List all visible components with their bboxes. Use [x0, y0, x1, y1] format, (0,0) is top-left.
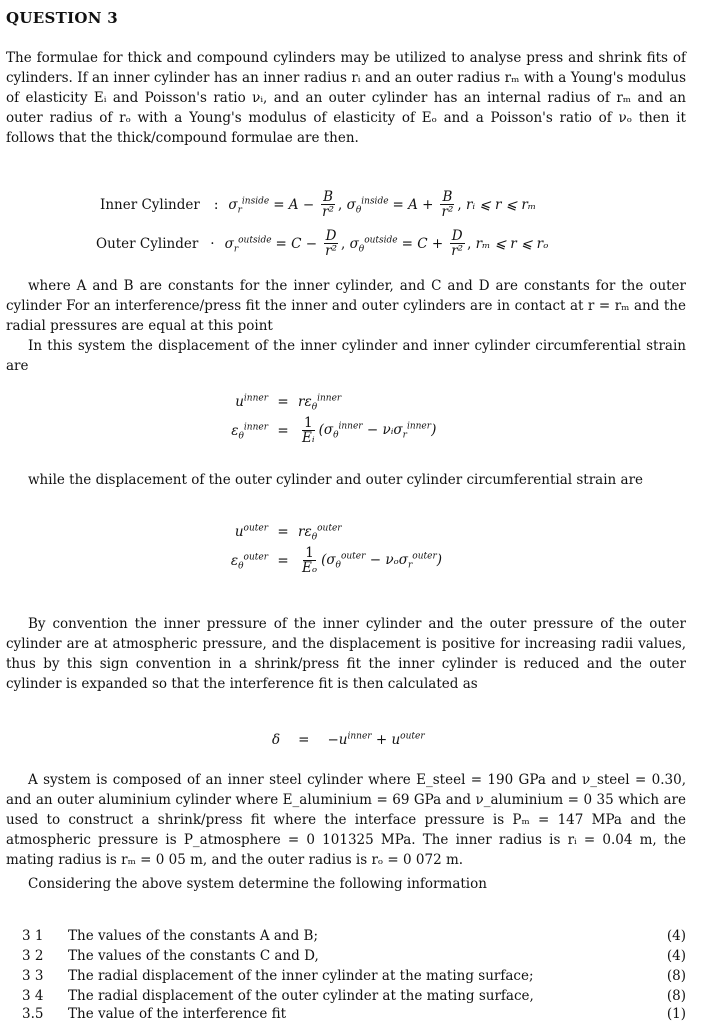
system-paragraph: In this system the displacement of the inner cylinder and inner cylinder circumferential strain are: [6, 338, 686, 374]
inner-cylinder-label: Inner Cylinder: [100, 196, 200, 213]
while-paragraph: while the displacement of the outer cylinder and outer cylinder circumferential strain are: [28, 472, 644, 488]
considering-paragraph: Considering the above system determine the following information: [28, 876, 487, 892]
outer-displacement-equations: $u^{outer}$ = $r\varepsilon_\theta^{outer}$ $\varepsilon_\theta^{outer}$ = $\frac{1}{\text{Eₒ}}$ $(\sigma_\theta^{outer} - \nu_o\sigma_r^{outer})$: [230, 523, 443, 576]
inner-range: rᵢ ⩽ r ⩽ rₘ: [465, 196, 537, 213]
inner-displacement-equations: $u^{inner}$ = $r\varepsilon_\theta^{inner}$ $\varepsilon_\theta^{inner}$ = $\frac{1}{\text{Eᵢ}}$ ($\sigma_\theta^{inner}$ − νᵢσ$_r^{inner}$): [231, 393, 437, 446]
convention-paragraph: By convention the inner pressure of the inner cylinder and the outer pressure of the outer cylinder are at atmospheric pressure, and the displacement is positive for increasing radii values, thus by this sign convention in a shrink/press fit the inner cylinder is reduced and the outer cylinder is expanded so that the interference fit is then calculated as: [6, 616, 686, 692]
list-item: 3.5 The value of the interference fit (1): [22, 1006, 686, 1022]
interference-equation: δ = $-u^{inner} + u^{outer}$: [272, 731, 425, 748]
outer-cylinder-equation: Outer Cylinder · $\sigma_r^{outside}$ = C − $\frac{D}{\text{r²}}$ , $\sigma_\theta^{outside}$ = C + $\frac{D}{\text{r²}}$ , rₘ ⩽ r ⩽ rₒ: [96, 228, 549, 259]
list-item: 3 1 The values of the constants A and B; (4): [22, 928, 686, 944]
inner-cylinder-equation: Inner Cylinder : $\sigma_r^{inside}$ = A − $\frac{B}{\text{r²}}$ , $\sigma_\theta^{inside}$ = A + $\frac{B}{\text{r²}}$ , rᵢ ⩽ r ⩽ rₘ: [100, 189, 537, 220]
where-paragraph: where A and B are constants for the inner cylinder, and C and D are constants for the outer cylinder For an interference/press fit the inner and outer cylinders are in contact at r = rₘ and the radial pressures are equal at this point: [6, 278, 686, 334]
intro-paragraph: The formulae for thick and compound cylinders may be utilized to analyse press and shrink fits of cylinders. If an inner cylinder has an inner radius rᵢ and an outer radius rₘ with a Young's modulus of elasticity Eᵢ and Poisson's ratio νᵢ, and an outer cylinder has an internal radius of rₘ and an outer radius of rₒ with a Young's modulus of elasticity of Eₒ and a Poisson's ratio of νₒ then it follows that the thick/compound formulae are then.: [6, 50, 686, 146]
outer-cylinder-label: Outer Cylinder: [96, 235, 199, 252]
question-heading: QUESTION 3: [6, 9, 119, 27]
system-description-paragraph: A system is composed of an inner steel cylinder where E_steel = 190 GPa and ν_steel = 0.30, and an outer aluminium cylinder where E_aluminium = 69 GPa and ν_aluminium = 0 35 which are used to construct a shrink/press fit where the interface pressure is Pₘ = 147 MPa and the atmospheric pressure is P_atmosphere = 0 101325 MPa. The inner radius is rᵢ = 0.04 m, the mating radius is rₘ = 0 05 m, and the outer radius is rₒ = 0 072 m.: [6, 772, 686, 868]
outer-range: rₘ ⩽ r ⩽ rₒ: [475, 235, 549, 252]
list-item: 3 4 The radial displacement of the outer cylinder at the mating surface, (8): [22, 988, 686, 1004]
list-item: 3 2 The values of the constants C and D, (4): [22, 948, 686, 964]
list-item: 3 3 The radial displacement of the inner cylinder at the mating surface; (8): [22, 968, 686, 984]
